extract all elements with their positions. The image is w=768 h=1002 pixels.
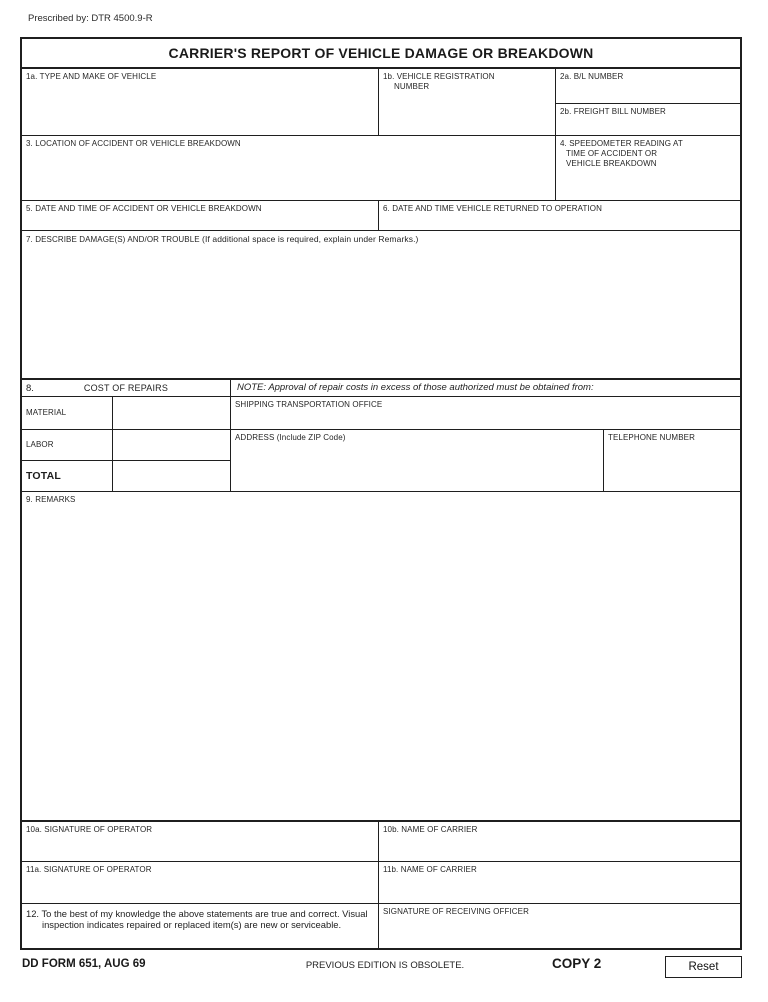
remarks-cell[interactable] bbox=[22, 492, 740, 822]
form-number: DD FORM 651, AUG 69 bbox=[22, 958, 146, 970]
field-10b-label: 10b. NAME OF CARRIER bbox=[383, 825, 478, 834]
section8-note: NOTE: Approval of repair costs in excess of those authorized must be obtained from: bbox=[237, 382, 594, 393]
field-7-label bbox=[22, 231, 740, 245]
field-3-cell[interactable] bbox=[22, 136, 556, 201]
field-5-label: 5. DATE AND TIME OF ACCIDENT OR VEHICLE BREAKDOWN bbox=[26, 204, 262, 213]
telephone-cell[interactable] bbox=[604, 430, 740, 492]
field-4-label-line2: TIME OF ACCIDENT OR bbox=[566, 149, 658, 158]
section8-note-cell bbox=[231, 380, 740, 397]
address-label-caps: ADDRESS bbox=[235, 433, 275, 442]
field-2a-cell[interactable] bbox=[556, 69, 740, 104]
field-7-cell[interactable] bbox=[22, 231, 740, 380]
field-2b-cell[interactable] bbox=[556, 104, 740, 136]
field-7-label-caps: 7. DESCRIBE DAMAGE(S) AND/OR TROUBLE bbox=[26, 235, 200, 244]
form-title: CARRIER'S REPORT OF VEHICLE DAMAGE OR BREAKDOWN bbox=[168, 45, 594, 61]
material-label: MATERIAL bbox=[26, 408, 67, 417]
field-4-label-line1: 4. SPEEDOMETER READING AT bbox=[560, 139, 683, 148]
field-6-label: 6. DATE AND TIME VEHICLE RETURNED TO OPERATION bbox=[383, 204, 603, 213]
section8-title: COST OF REPAIRS bbox=[83, 383, 169, 393]
telephone-label: TELEPHONE NUMBER bbox=[608, 433, 695, 442]
remarks-label: 9. REMARKS bbox=[26, 495, 76, 504]
field-1a-label: 1a. TYPE AND MAKE OF VEHICLE bbox=[26, 72, 157, 81]
section8-number: 8. bbox=[26, 383, 34, 394]
form-title-row bbox=[22, 39, 740, 69]
statement-12-text: 12. To the best of my knowledge the above statements are true and correct. Visual inspection indicates repaired or replaced item(s) are new or serviceable. bbox=[26, 908, 368, 930]
form-651 bbox=[20, 37, 742, 950]
material-label-cell bbox=[22, 397, 113, 430]
total-label: TOTAL bbox=[26, 470, 62, 482]
field-7-label-note: (If additional space is required, explain under Remarks.) bbox=[202, 234, 419, 244]
field-11a-cell[interactable] bbox=[22, 862, 379, 904]
prescribed-by-text: Prescribed by: DTR 4500.9-R bbox=[28, 13, 153, 24]
copy-label: COPY 2 bbox=[552, 956, 602, 971]
field-2b-label: 2b. FREIGHT BILL NUMBER bbox=[560, 107, 666, 116]
labor-label-cell bbox=[22, 430, 113, 461]
field-1b-cell[interactable] bbox=[379, 69, 556, 136]
shipping-office-label: SHIPPING TRANSPORTATION OFFICE bbox=[235, 400, 383, 409]
field-11b-cell[interactable] bbox=[379, 862, 740, 904]
receiving-officer-label: SIGNATURE OF RECEIVING OFFICER bbox=[383, 907, 529, 916]
statement-12-cell bbox=[22, 904, 379, 948]
shipping-office-cell[interactable] bbox=[231, 397, 740, 430]
field-4-cell[interactable] bbox=[556, 136, 740, 201]
field-3-label: 3. LOCATION OF ACCIDENT OR VEHICLE BREAKDOWN bbox=[26, 139, 241, 148]
field-6-cell[interactable] bbox=[379, 201, 740, 231]
labor-amount-cell[interactable] bbox=[113, 430, 231, 461]
address-label-note: (Include ZIP Code) bbox=[276, 433, 346, 442]
field-10b-cell[interactable] bbox=[379, 822, 740, 862]
total-label-cell bbox=[22, 461, 113, 492]
field-1b-label-line2: NUMBER bbox=[394, 82, 430, 91]
material-amount-cell[interactable] bbox=[113, 397, 231, 430]
field-1b-label-line1: 1b. VEHICLE REGISTRATION bbox=[383, 72, 495, 81]
field-10a-label: 10a. SIGNATURE OF OPERATOR bbox=[26, 825, 153, 834]
field-2a-label: 2a. B/L NUMBER bbox=[560, 72, 624, 81]
field-5-cell[interactable] bbox=[22, 201, 379, 231]
labor-label: LABOR bbox=[26, 440, 54, 449]
field-11b-label: 11b. NAME OF CARRIER bbox=[383, 865, 477, 874]
reset-button[interactable]: Reset bbox=[665, 956, 742, 978]
field-4-label-line3: VEHICLE BREAKDOWN bbox=[566, 159, 657, 168]
field-1a-cell[interactable] bbox=[22, 69, 379, 136]
field-10a-cell[interactable] bbox=[22, 822, 379, 862]
section8-header-left bbox=[22, 380, 231, 397]
address-cell[interactable] bbox=[231, 430, 604, 492]
receiving-officer-cell[interactable] bbox=[379, 904, 740, 948]
edition-note: PREVIOUS EDITION IS OBSOLETE. bbox=[305, 960, 465, 971]
address-label bbox=[231, 430, 603, 443]
field-11a-label: 11a. SIGNATURE OF OPERATOR bbox=[26, 865, 152, 874]
total-amount-cell[interactable] bbox=[113, 461, 231, 492]
